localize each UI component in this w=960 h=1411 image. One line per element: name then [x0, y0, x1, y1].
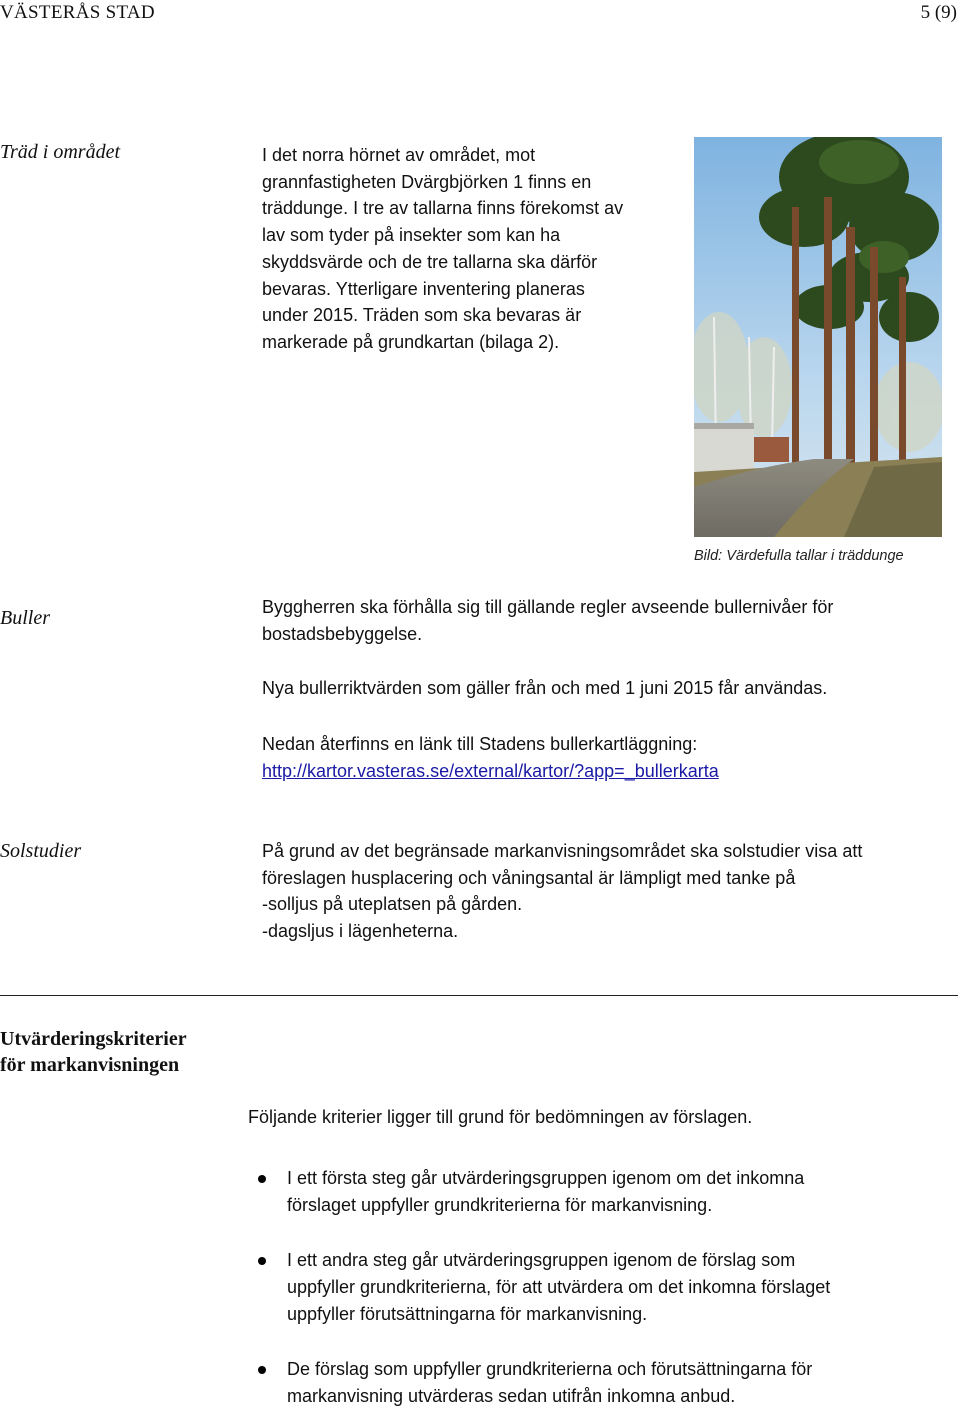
photo-caption: Bild: Värdefulla tallar i träddunge — [694, 548, 904, 564]
noise-paragraph-1 — [262, 594, 952, 647]
bullet-icon — [258, 1175, 266, 1183]
noise-paragraph-3 — [262, 731, 952, 784]
text-line: lav som tyder på insekter som kan ha — [262, 225, 561, 246]
section-label-noise: Buller — [0, 607, 50, 629]
list-item — [287, 1247, 947, 1328]
text-line: -dagsljus i lägenheterna. — [262, 921, 459, 942]
section-label-trees: Träd i området — [0, 141, 121, 163]
text-line: uppfyller förutsättningarna för markanvisning. — [287, 1304, 648, 1324]
text-line: -solljus på uteplatsen på gården. — [262, 894, 523, 915]
text-line: I det norra hörnet av området, mot — [262, 145, 536, 165]
sun-paragraph — [262, 838, 952, 945]
text-line: träddunge. I tre av tallarna finns förekomst av — [262, 198, 624, 219]
noise-paragraph-2: Nya bullerriktvärden som gäller från och med 1 juni 2015 får användas. — [262, 678, 828, 698]
text-line: Byggherren ska förhålla sig till gällande regler avseende bullernivåer för — [262, 597, 834, 617]
text-line: Nedan återfinns en länk till Stadens bullerkartläggning: — [262, 734, 698, 754]
text-line: markerade på grundkartan (bilaga 2). — [262, 331, 560, 352]
section-divider — [0, 995, 958, 996]
bullet-icon — [258, 1257, 266, 1265]
criteria-heading — [0, 1026, 187, 1078]
criteria-intro: Följande kriterier ligger till grund för bedömningen av förslagen. — [248, 1107, 753, 1127]
text-line: grannfastigheten Dvärgbjörken 1 finns en — [262, 171, 592, 192]
list-item — [287, 1165, 947, 1219]
noise-map-link[interactable]: http://kartor.vasteras.se/external/kartor/?app=_bullerkarta — [262, 760, 719, 781]
trees-paragraph — [262, 142, 692, 356]
list-item — [287, 1356, 947, 1410]
heading-line: Utvärderingskriterier — [0, 1028, 187, 1050]
text-line: bostadsbebyggelse. — [262, 623, 423, 644]
section-label-sun-studies: Solstudier — [0, 840, 82, 862]
page-number: 5 (9) — [920, 2, 957, 23]
heading-line: för markanvisningen — [0, 1054, 180, 1076]
pine-trees-photo — [694, 137, 942, 537]
text-line: förslaget uppfyller grundkriterierna för markanvisning. — [287, 1195, 713, 1215]
text-line: I ett första steg går utvärderingsgruppen igenom om det inkomna — [287, 1168, 805, 1188]
text-line: På grund av det begränsade markanvisningsområdet ska solstudier visa att — [262, 841, 863, 861]
text-line: skyddsvärde och de tre tallarna ska därför — [262, 251, 598, 272]
text-line: under 2015. Träden som ska bevaras är — [262, 305, 582, 326]
text-line: bevaras. Ytterligare inventering planeras — [262, 278, 585, 299]
text-line: uppfyller grundkriterierna, för att utvärdera om det inkomna förslaget — [287, 1277, 831, 1297]
text-line: De förslag som uppfyller grundkriterierna och förutsättningarna för — [287, 1359, 813, 1379]
text-line: föreslagen husplacering och våningsantal är lämpligt med tanke på — [262, 867, 796, 888]
text-line: markanvisning utvärderas sedan utifrån inkomna anbud. — [287, 1386, 736, 1406]
bullet-icon — [258, 1366, 266, 1374]
header-org: VÄSTERÅS STAD — [0, 2, 155, 23]
text-line: I ett andra steg går utvärderingsgruppen igenom de förslag som — [287, 1250, 796, 1270]
